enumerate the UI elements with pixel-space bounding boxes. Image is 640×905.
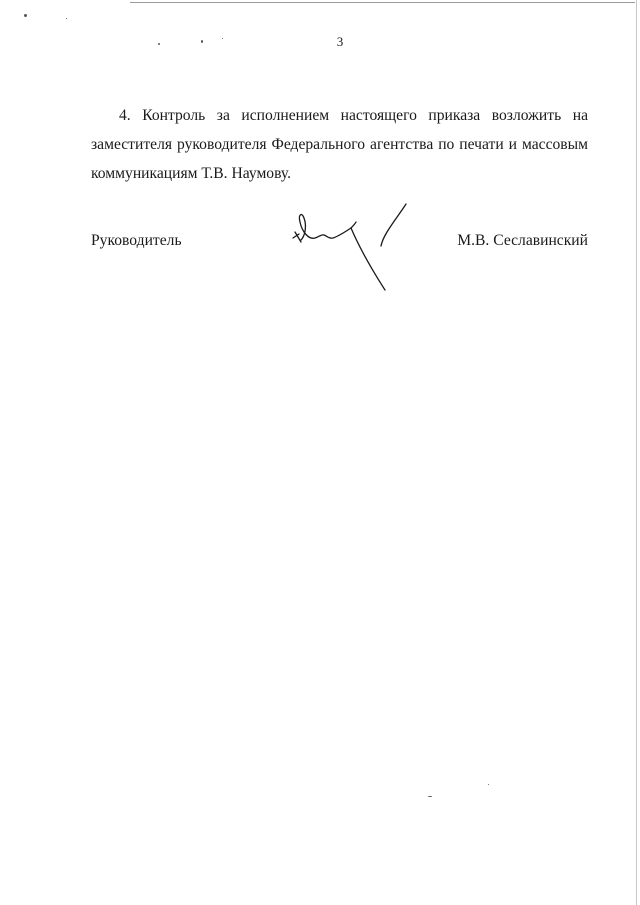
scan-edge-right	[636, 0, 637, 905]
scan-speck	[428, 796, 432, 797]
order-paragraph: 4. Контроль за исполнением настоящего приказа возложить на заместителя руководителя Федерального агентства по печати и массовым коммуникациям Т.В. Наумову.	[91, 107, 588, 182]
scan-speck	[66, 18, 67, 19]
scan-speck	[488, 784, 489, 785]
scan-speck	[201, 40, 203, 43]
scan-speck	[222, 38, 223, 39]
handwritten-signature-icon	[285, 196, 415, 296]
page-number: 3	[336, 34, 344, 49]
scan-edge-top	[130, 2, 635, 3]
scan-speck	[158, 43, 160, 45]
signer-title: Руководитель	[91, 232, 182, 249]
scan-speck	[24, 14, 27, 17]
signer-name: М.В. Сеславинский	[457, 232, 588, 249]
